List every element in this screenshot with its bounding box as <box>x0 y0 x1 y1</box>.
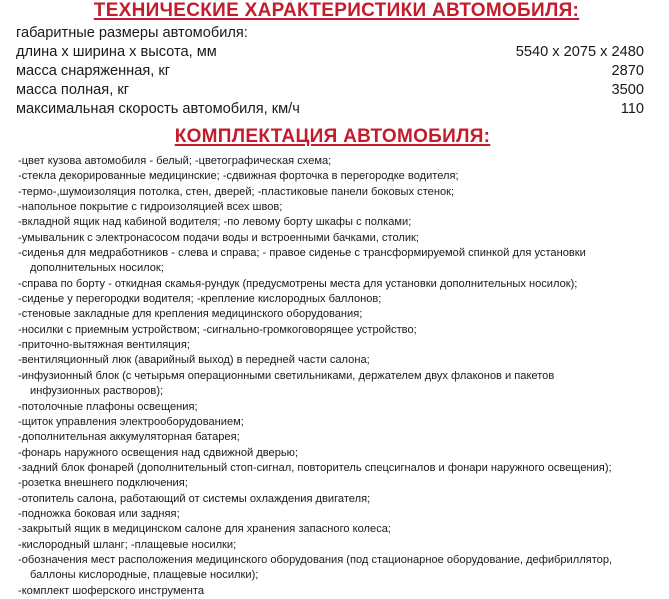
equipment-list-item: -дополнительная аккумуляторная батарея; <box>18 431 240 444</box>
equipment-list-item: -цвет кузова автомобиля - белый; -цветографическая схема; <box>18 155 332 167</box>
spec-value: 2870 <box>611 63 644 79</box>
equipment-list-item: инфузионных растворов); <box>30 385 164 398</box>
equipment-list-item: -стеновые закладные для крепления медицинского оборудования; <box>18 308 363 321</box>
equipment-list-item: -закрытый ящик в медицинском салоне для хранения запасного колеса; <box>18 523 392 536</box>
equipment-list-item: баллоны кислородные, плащевые носилки); <box>30 569 259 582</box>
equipment-list-item: -сиденья для медработников - слева и справа; - правое сиденье с трансформируемой спинкой для установки <box>18 247 586 260</box>
equipment-list-item: -розетка внешнего подключения; <box>18 477 188 490</box>
equipment-list-item: -отопитель салона, работающий от системы охлаждения двигателя; <box>18 492 371 505</box>
spec-row-curb-weight <box>16 62 644 81</box>
equipment-list-item: -комплект шоферского инструмента <box>18 584 205 597</box>
equipment-list-item: -вкладной ящик над кабиной водителя; -по левому борту шкафы с полками; <box>18 216 412 229</box>
spec-label: масса снаряженная, кг <box>16 63 171 79</box>
dimensions-header-label: габаритные размеры автомобиля: <box>16 25 248 41</box>
equipment-list-item: -напольное покрытие с гидроизоляцией всех швов; <box>18 201 283 214</box>
dimensions-header <box>16 24 644 43</box>
equipment-list-item: -инфузионный блок (с четырьмя операционными светильниками, держателем двух флаконов и пакетов <box>18 369 555 382</box>
spec-label: длина х ширина х высота, мм <box>16 44 217 60</box>
spec-value: 110 <box>620 101 644 117</box>
equipment-list-item: -щиток управления электрооборудованием; <box>18 415 244 428</box>
equipment-list-item: -справа по борту - откидная скамья-рундук (предусмотрены места для установки дополнительных носилок); <box>18 277 578 290</box>
equipment-list-item: -умывальник с электронасосом подачи воды и встроенными бачками, столик; <box>18 231 419 244</box>
equipment-list-item: -потолочные плафоны освещения; <box>18 400 198 413</box>
equipment-list-item: -носилки с приемным устройством; -сигнально-громкоговорящее устройство; <box>18 323 417 336</box>
equipment-list-item: -стекла декорированные медицинские; -сдвижная форточка в перегородке водителя; <box>18 170 459 183</box>
equipment-list-item: -подножка боковая или задняя; <box>18 507 180 520</box>
spec-value: 5540 х 2075 х 2480 <box>515 44 644 60</box>
spec-label: максимальная скорость автомобиля, км/ч <box>16 101 300 117</box>
equipment-list-item: дополнительных носилок; <box>30 262 164 275</box>
equipment-list-item: -вентиляционный люк (аварийный выход) в передней части салона; <box>18 354 370 367</box>
specs-title: ТЕХНИЧЕСКИЕ ХАРАКТЕРИСТИКИ АВТОМОБИЛЯ: <box>93 0 580 21</box>
equipment-title: КОМПЛЕКТАЦИЯ АВТОМОБИЛЯ: <box>174 126 491 147</box>
equipment-list-item: -кислородный шланг; -плащевые носилки; <box>18 538 237 551</box>
equipment-list-item: -задний блок фонарей (дополнительный стоп-сигнал, повторитель спецсигналов и фонари наружного освещения); <box>18 461 612 474</box>
spec-row-dimensions <box>16 43 644 62</box>
spec-value: 3500 <box>611 82 644 98</box>
equipment-list-item: -фонарь наружного освещения над сдвижной дверью; <box>18 446 299 459</box>
equipment-list-item: -обозначения мест расположения медицинского оборудования (под стационарное оборудование, дефибриллятор, <box>18 553 613 566</box>
equipment-list-item: -термо-,шумоизоляция потолка, стен, дверей; -пластиковые панели боковых стенок; <box>18 185 455 198</box>
spec-row-max-speed <box>16 100 644 119</box>
equipment-list-item: -приточно-вытяжная вентиляция; <box>18 339 190 352</box>
spec-row-gross-weight <box>16 81 644 100</box>
specs-block <box>16 24 644 119</box>
equipment-list <box>18 154 658 599</box>
equipment-list-item: -сиденье у перегородки водителя; -крепление кислородных баллонов; <box>18 293 382 306</box>
spec-label: масса полная, кг <box>16 82 130 98</box>
